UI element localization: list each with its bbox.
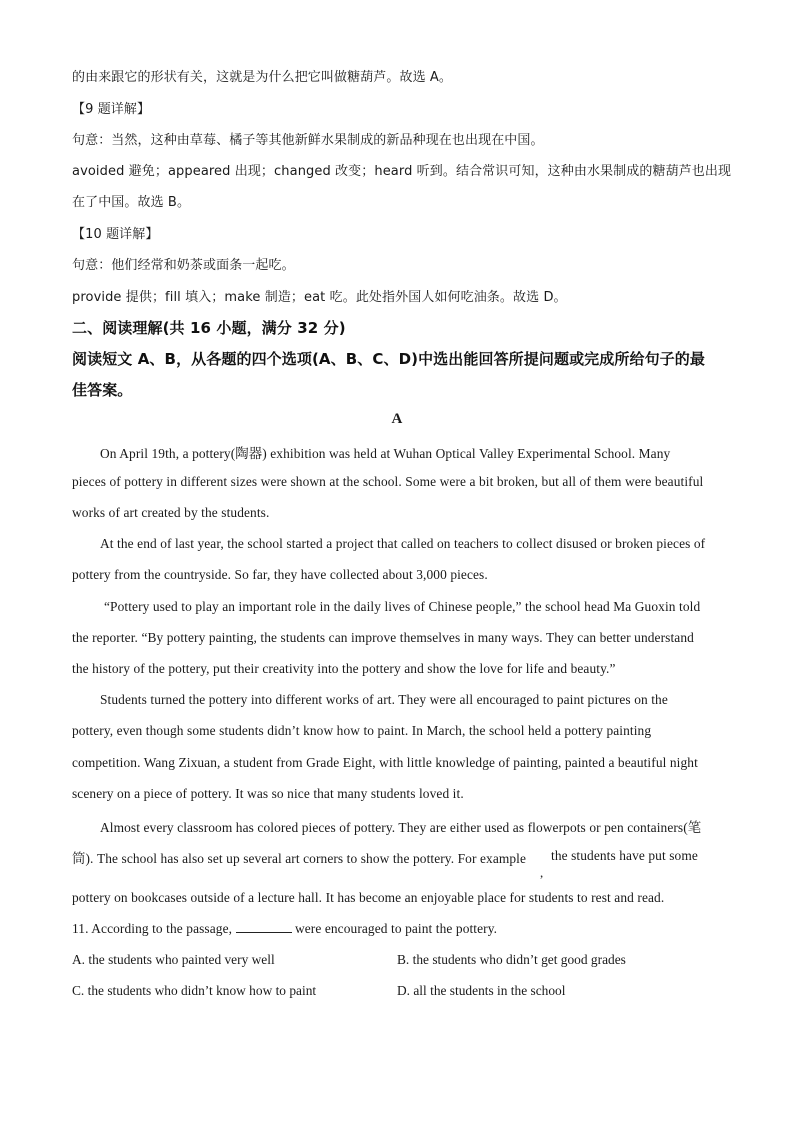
passage-paragraph-1: On April 19th, a pottery(陶器) exhibition was held at Wuhan Optical Valley Experimental School. Many bbox=[100, 446, 671, 461]
question-10-header: 【10 题详解】 bbox=[72, 227, 159, 242]
passage-paragraph-5-line: pottery on bookcases outside of a lecture hall. It has become an enjoyable place for students to rest and read. bbox=[72, 890, 665, 905]
passage-paragraph-3: “Pottery used to play an important role in the daily lives of Chinese people,” the school head Ma Guoxin told bbox=[104, 599, 701, 614]
explanation-line: 的由来跟它的形状有关，这就是为什么把它叫做糖葫芦。故选 A。 bbox=[72, 70, 453, 85]
passage-paragraph-1-line: works of art created by the students. bbox=[72, 505, 270, 520]
passage-paragraph-4-line: pottery, even though some students didn’t know how to paint. In March, the school held a pottery painting bbox=[72, 723, 652, 738]
passage-paragraph-2-line: pottery from the countryside. So far, they have collected about 3,000 pieces. bbox=[72, 567, 488, 582]
section-title: 二、阅读理解(共 16 小题，满分 32 分) bbox=[72, 319, 346, 337]
question-stem-end: were encouraged to paint the pottery. bbox=[294, 921, 498, 936]
passage-paragraph-2: At the end of last year, the school started a project that called on teachers to collect disused or broken pieces of bbox=[100, 536, 706, 551]
answer-blank bbox=[236, 922, 292, 933]
option-d[interactable]: D. all the students in the school bbox=[397, 983, 566, 998]
passage-label: A bbox=[391, 411, 403, 427]
option-a[interactable]: A. the students who painted very well bbox=[72, 952, 275, 967]
passage-paragraph-3-line: the reporter. “By pottery painting, the students can improve themselves in many ways. They can better understand bbox=[72, 630, 694, 645]
passage-paragraph-3-line: the history of the pottery, put their creativity into the pottery and show the love for life and beauty.” bbox=[72, 661, 616, 676]
question-10-vocab: provide 提供；fill 填入；make 制造；eat 吃。此处指外国人如何吃油条。故选 D。 bbox=[72, 290, 567, 305]
question-10-meaning: 句意：他们经常和奶茶或面条一起吃。 bbox=[72, 258, 295, 273]
question-stem-start: 11. According to the passage, bbox=[72, 921, 233, 936]
option-b[interactable]: B. the students who didn’t get good grades bbox=[397, 952, 626, 967]
option-c[interactable]: C. the students who didn’t know how to paint bbox=[72, 983, 317, 998]
section-instruction-cont: 佳答案。 bbox=[72, 381, 133, 399]
passage-paragraph-4-line: scenery on a piece of pottery. It was so nice that many students loved it. bbox=[72, 786, 464, 801]
question-9-conclusion: 在了中国。故选 B。 bbox=[72, 195, 191, 210]
passage-paragraph-1-line: pieces of pottery in different sizes were shown at the school. Some were a bit broken, but all of them were beautiful bbox=[72, 474, 704, 489]
section-instruction: 阅读短文 A、B，从各题的四个选项(A、B、C、D)中选出能回答所提问题或完成所给句子的最 bbox=[72, 350, 705, 368]
passage-paragraph-4: Students turned the pottery into different works of art. They were all encouraged to paint pictures on the bbox=[100, 692, 668, 707]
question-9-vocab: avoided 避免；appeared 出现；changed 改变；heard 听到。结合常识可知，这种由水果制成的糖葫芦也出现 bbox=[72, 164, 732, 179]
passage-paragraph-5-line: 筒). The school has also set up several art corners to show the pottery. For example bbox=[72, 851, 527, 866]
stray-comma: , bbox=[540, 865, 544, 880]
question-11-stem bbox=[72, 921, 497, 937]
question-9-meaning: 句意：当然，这种由草莓、橘子等其他新鲜水果制成的新品种现在也出现在中国。 bbox=[72, 133, 544, 148]
passage-paragraph-4-line: competition. Wang Zixuan, a student from Grade Eight, with little knowledge of painting, painted a beautiful night bbox=[72, 755, 698, 770]
question-9-header: 【9 题详解】 bbox=[72, 102, 151, 117]
passage-paragraph-5-line-end: the students have put some bbox=[551, 848, 698, 863]
passage-paragraph-5: Almost every classroom has colored pieces of pottery. They are either used as flowerpots or pen containers(笔 bbox=[100, 820, 702, 835]
